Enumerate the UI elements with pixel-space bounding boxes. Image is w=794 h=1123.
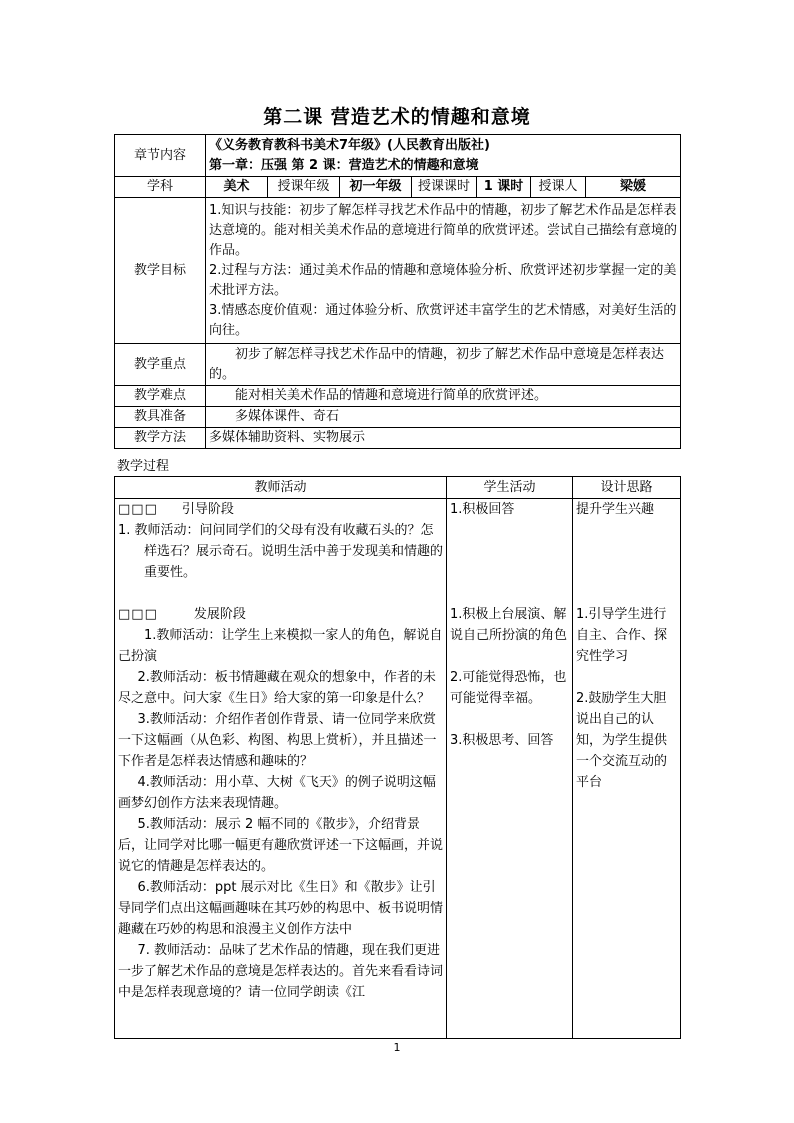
stage-intro-heading — [118, 499, 443, 520]
difficulty-label: 教学难点 — [115, 386, 206, 407]
subject-value: 美术 — [206, 177, 268, 198]
method-label: 教学方法 — [115, 428, 206, 449]
develop-activity-6: 6.教师活动：ppt 展示对比《生日》和《散步》让引导同学们点出这幅画趣味在其巧妙的构思中、板书说明情趣藏在巧妙的构思和浪漫主义创作方法中 — [118, 880, 444, 937]
chapter-line-1: 《义务教育教科书美术7年级》(人民教育出版社) — [209, 137, 490, 153]
difficulty-content: 能对相关美术作品的情趣和意境进行简单的欣赏评述。 — [206, 386, 681, 407]
stage-intro-name: 引导阶段 — [181, 502, 234, 517]
header-student: 学生活动 — [447, 477, 573, 499]
develop-activity-4: 4.教师活动：用小草、大树《飞天》的例子说明这幅画梦幻创作方法来表现情趣。 — [118, 775, 436, 811]
goal-knowledge: 1.知识与技能：初步了解怎样寻找艺术作品中的情趣，初步了解艺术作品是怎样表达意境的。能对相关美术作品的意境进行简单的欣赏评述。尝试自己描绘有意境的作品。 — [209, 202, 678, 258]
tools-label: 教具准备 — [115, 407, 206, 428]
stage-develop-name: 发展阶段 — [193, 607, 246, 622]
header-design: 设计思路 — [573, 477, 681, 499]
grade-value: 初一年级 — [340, 177, 412, 198]
teacher-label: 授课人 — [531, 177, 586, 198]
develop-activity-3: 3.教师活动：介绍作者创作背景、请一位同学来欣赏一下这幅画（从色彩、构图、构思上赏析），并且描述一下作者是怎样表达情感和趣味的？ — [118, 712, 437, 769]
design-idea-cell — [573, 499, 681, 1039]
goals-label: 教学目标 — [115, 198, 206, 344]
page-title: 第二课 营造艺术的情趣和意境 — [263, 106, 531, 128]
teacher-value: 梁媛 — [586, 177, 681, 198]
chapter-line-2: 第一章：压强 第 2 课：营造艺术的情趣和意境 — [209, 157, 479, 173]
student-activity-intro: 1.积极回答 — [450, 502, 515, 517]
chapter-content — [206, 135, 681, 177]
hours-value: 1 课时 — [477, 177, 531, 198]
process-label: 教学过程 — [117, 459, 170, 474]
develop-activity-5: 5.教师活动：展示 2 幅不同的《散步》，介绍背景后，让同学对比哪一幅更有趣欣赏评述一下这幅画，并说说它的情趣是怎样表达的。 — [118, 817, 444, 874]
student-activity-cell — [447, 499, 573, 1039]
tools-content: 多媒体课件、奇石 — [206, 407, 681, 428]
goals-content — [206, 198, 681, 344]
grade-label: 授课年级 — [268, 177, 340, 198]
teacher-activity-cell — [115, 499, 447, 1039]
design-idea-1: 1.引导学生进行自主、合作、探究性学习 — [576, 607, 668, 664]
focus-content: 初步了解怎样寻找艺术作品中的情趣，初步了解艺术作品中意境是怎样表达的。 — [206, 344, 681, 386]
stage-develop-heading — [118, 604, 443, 625]
goal-attitude: 3.情感态度价值观：通过体验分析、欣赏评述丰富学生的艺术情感，对美好生活的向往。 — [209, 302, 677, 338]
subject-label: 学科 — [115, 177, 206, 198]
design-idea-2: 2.鼓励学生大胆说出自己的认知，为学生提供一个交流互动的平台 — [576, 691, 668, 790]
stage-intro-boxes: □□□ — [118, 502, 158, 517]
design-intro: 提升学生兴趣 — [576, 502, 655, 517]
stage-intro-activity: 1. 教师活动：问问同学们的父母有没有收藏石头的？怎样选石？展示奇石。说明生活中善于发现美和情趣的重要性。 — [118, 523, 444, 580]
chapter-label: 章节内容 — [115, 135, 206, 177]
student-activity-2: 2.可能觉得恐怖，也可能觉得幸福。 — [450, 670, 567, 706]
student-activity-3: 3.积极思考、回答 — [450, 733, 554, 748]
page-number: 1 — [393, 1041, 401, 1054]
process-table — [114, 476, 681, 1039]
stage-develop-boxes: □□□ — [118, 607, 158, 622]
develop-activity-2: 2.教师活动：板书情趣藏在观众的想象中，作者的未尽之意中。问大家《生日》给大家的第一印象是什么？ — [118, 670, 436, 706]
student-activity-1: 1.积极上台展演、解说自己所扮演的角色 — [450, 607, 568, 643]
develop-activity-1: 1.教师活动：让学生上来模拟一家人的角色，解说自己扮演 — [118, 628, 443, 664]
focus-label: 教学重点 — [115, 344, 206, 386]
method-content: 多媒体辅助资料、实物展示 — [206, 428, 681, 449]
hours-label: 授课课时 — [412, 177, 477, 198]
goal-process: 2.过程与方法：通过美术作品的情趣和意境体验分析、欣赏评述初步掌握一定的美术批评方法。 — [209, 262, 677, 298]
header-teacher: 教师活动 — [115, 477, 447, 499]
lesson-info-table — [114, 134, 681, 449]
develop-activity-7: 7. 教师活动：品味了艺术作品的情趣，现在我们更进一步了解艺术作品的意境是怎样表达的。首先来看看诗词中是怎样表现意境的？请一位同学朗读《江 — [118, 943, 444, 1000]
